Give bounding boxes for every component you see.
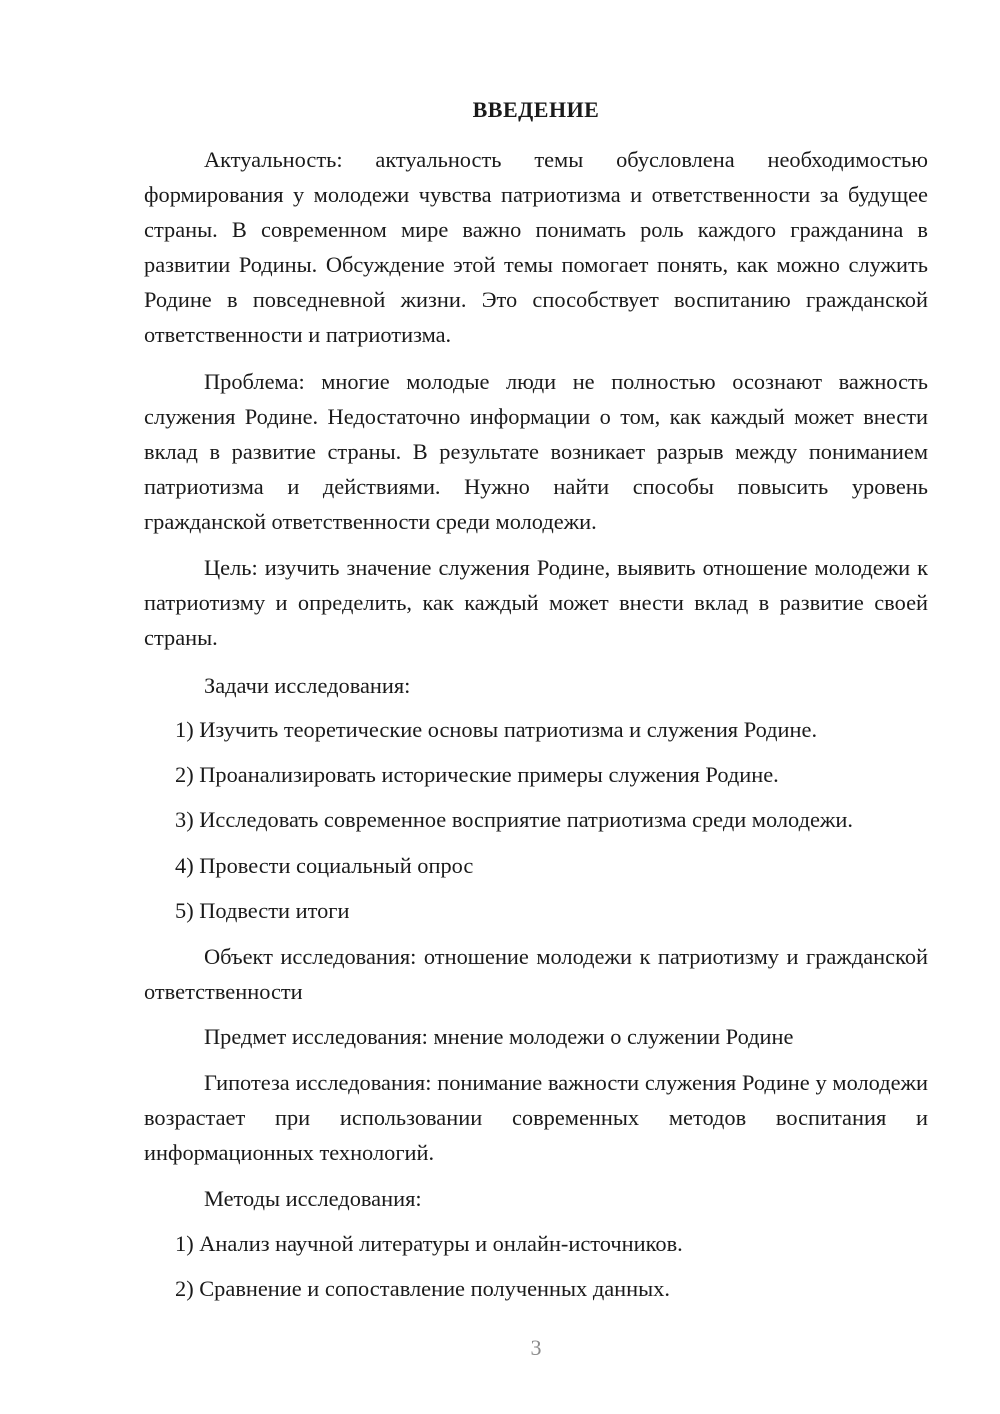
task-item-4: 4) Провести социальный опрос (175, 853, 474, 878)
page-number: 3 (530, 1335, 542, 1360)
hypothesis-paragraph: Гипотеза исследования: понимание важности служения Родине у молодежи возрастает при использовании современных методов воспитания и информационных технологий. (144, 1070, 928, 1165)
goal-paragraph: Цель: изучить значение служения Родине, выявить отношение молодежи к патриотизму и определить, как каждый может внести вклад в развитие своей страны. (144, 555, 928, 650)
relevance-paragraph: Актуальность: актуальность темы обусловлена необходимостью формирования у молодежи чувства патриотизма и ответственности за будущее страны. В современном мире важно понимать роль каждого гражданина в развитии Родины. Обсуждение этой темы помогает понять, как можно служить Родине в повседневной жизни. Это способствует воспитанию гражданской ответственности и патриотизма. (144, 147, 928, 347)
subject-paragraph: Предмет исследования: мнение молодежи о служении Родине (204, 1024, 794, 1049)
method-item-1: 1) Анализ научной литературы и онлайн-источников. (175, 1231, 683, 1256)
task-item-2: 2) Проанализировать исторические примеры служения Родине. (175, 762, 779, 787)
task-item-5: 5) Подвести итоги (175, 898, 350, 923)
method-item-2: 2) Сравнение и сопоставление полученных данных. (175, 1276, 670, 1301)
task-item-1: 1) Изучить теоретические основы патриотизма и служения Родине. (175, 717, 818, 742)
tasks-heading: Задачи исследования: (204, 673, 411, 698)
task-item-3: 3) Исследовать современное восприятие патриотизма среди молодежи. (175, 807, 853, 832)
section-title: ВВЕДЕНИЕ (472, 97, 600, 122)
object-paragraph: Объект исследования: отношение молодежи к патриотизму и гражданской ответственности (144, 944, 928, 1004)
methods-heading: Методы исследования: (204, 1186, 422, 1211)
problem-paragraph: Проблема: многие молодые люди не полностью осознают важность служения Родине. Недостаточно информации о том, как каждый может внести вклад в развитие страны. В результате возникает разрыв между пониманием патриотизма и действиями. Нужно найти способы повысить уровень гражданской ответственности среди молодежи. (144, 369, 928, 534)
